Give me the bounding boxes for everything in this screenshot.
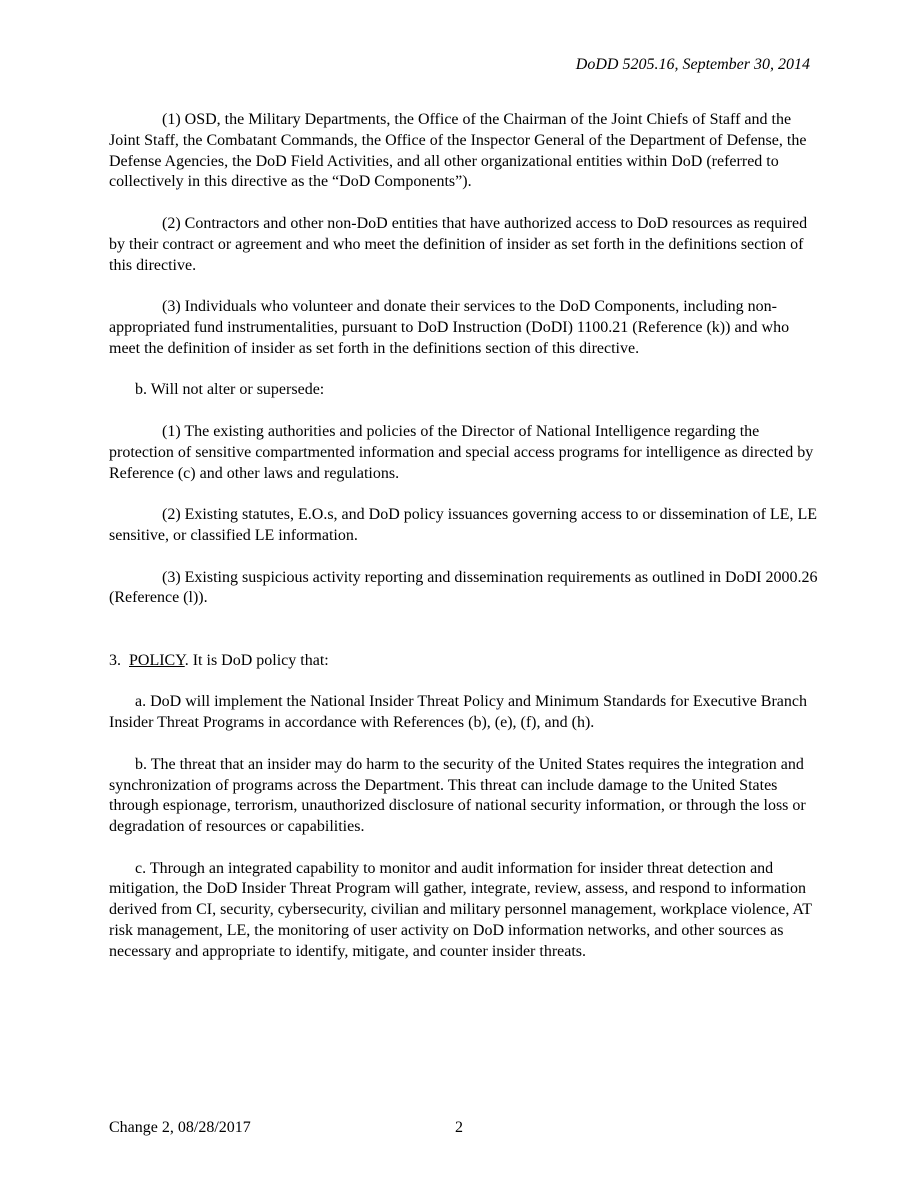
paragraph-a3: (3) Individuals who volunteer and donate their services to the DoD Components, including non-appropriated fund instrumentalities, pursuant to DoD Instruction (DoDI) 1100.21 (Reference (k)) and who meet the definition of insider as set forth in the definitions section of this directive. — [109, 298, 790, 357]
paragraph-a1: (1) OSD, the Military Departments, the Office of the Chairman of the Joint Chiefs of Staff and the Joint Staff, the Combatant Commands, the Office of the Inspector General of the Department of Defense, the Defense Agencies, the DoD Field Activities, and all other organizational entities within DoD (referred to collectively in this directive as the “DoD Components”). — [109, 111, 807, 191]
section-lead: . It is DoD policy that: — [184, 651, 329, 669]
paragraph-a2: (2) Contractors and other non-DoD entities that have authorized access to DoD resources as required by their contract or agreement and who meet the definition of insider as set forth in the definitions section of this directive. — [109, 214, 808, 274]
running-header: DoDD 5205.16, September 30, 2014 — [575, 56, 810, 73]
paragraph-b2: (2) Existing statutes, E.O.s, and DoD policy issuances governing access to or dissemination of LE, LE sensitive, or classified LE information. — [109, 506, 817, 544]
paragraph-policy-b: b. The threat that an insider may do harm to the security of the United States requires the integration and synchronization of programs across the Department. This threat can include damage to the United States through espionage, terrorism, unauthorized disclosure of national security information, or through the loss or degradation of resources or capabilities. — [109, 755, 806, 836]
paragraph-b1: (1) The existing authorities and policies of the Director of National Intelligence regarding the protection of sensitive compartmented information and special access programs for intelligence as directed by Reference (c) and other laws and regulations. — [109, 422, 814, 482]
section-title: POLICY — [129, 651, 185, 669]
paragraph-b-intro: b. Will not alter or supersede: — [135, 381, 325, 399]
paragraph-policy-c: c. Through an integrated capability to monitor and audit information for insider threat detection and mitigation, the DoD Insider Threat Program will gather, integrate, review, assess, and respond to information derived from CI, security, cybersecurity, civilian and military personnel management, workplace violence, AT risk management, LE, the monitoring of user activity on DoD information networks, and other sources as necessary and appropriate to identify, mitigate, and counter insider threats. — [109, 859, 812, 960]
footer-change: Change 2, 08/28/2017 — [109, 1119, 251, 1136]
page-number: 2 — [455, 1119, 463, 1136]
document-body — [109, 110, 819, 983]
section-number: 3. — [109, 651, 121, 669]
paragraph-policy-a: a. DoD will implement the National Insider Threat Policy and Minimum Standards for Executive Branch Insider Threat Programs in accordance with References (b), (e), (f), and (h). — [109, 693, 807, 732]
section-heading-policy — [109, 651, 819, 672]
paragraph-b3: (3) Existing suspicious activity reporting and dissemination requirements as outlined in DoDI 2000.26 (Reference (l)). — [109, 568, 818, 607]
